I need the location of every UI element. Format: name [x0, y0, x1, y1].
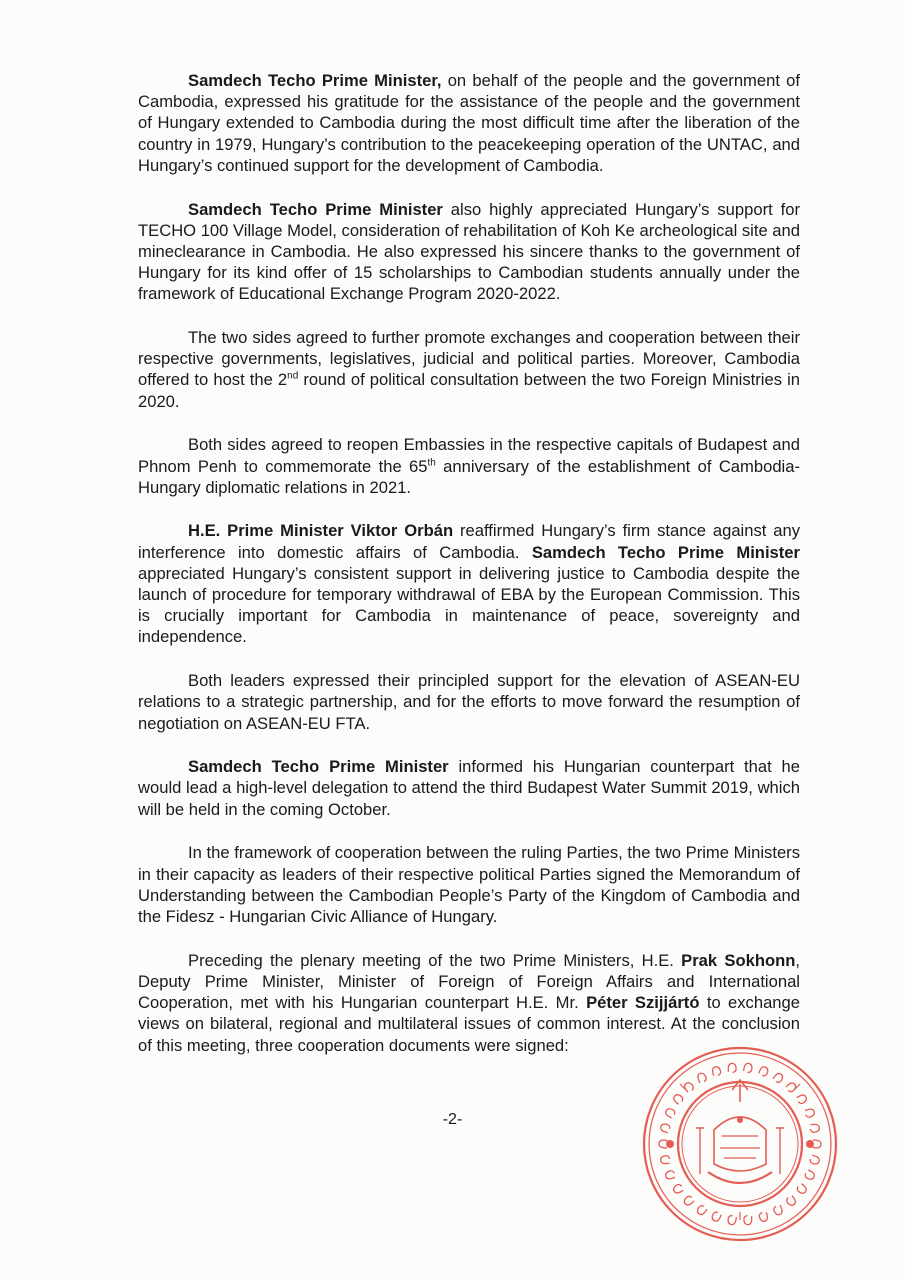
paragraph-text: The two sides agreed to further promote exchanges and cooperation between their respective governments, legislatives, judicial and political parties. Moreover, Cambodia offered to host the 2 [138, 328, 800, 390]
bold-name: Péter Szijjártó [586, 993, 700, 1013]
paragraph-text: reaffirmed Hungary’s firm stance against any interference into domestic affairs of Cambodia. [138, 521, 800, 562]
paragraph-text: to exchange views on bilateral, regional and multilateral issues of common interest. At the conclusion of this meeting, three cooperation documents were signed: [138, 993, 800, 1055]
paragraph-text: , Deputy Prime Minister, Minister of Foreign of Foreign Affairs and International Cooperation, met with his Hungarian counterpart H.E. Mr. [138, 950, 800, 1013]
paragraph [138, 670, 800, 734]
paragraph [138, 434, 800, 498]
paragraph-text: on behalf of the people and the government of Cambodia, expressed his gratitude for the assistance of the people and the government of Hungary extended to Cambodia during the most difficult time after the liberation of the country in 1979, Hungary’s contribution to the peacekeeping operation of the UNTAC, and Hungary’s continued support for the development of Cambodia. [138, 71, 800, 175]
paragraph [138, 327, 800, 412]
paragraph-text: also highly appreciated Hungary’s support for TECHO 100 Village Model, consideration of rehabilitation of Koh Ke archeological site and mineclearance in Cambodia. He also expressed his sincere thanks to the government of Hungary for its kind offer of 15 scholarships to Cambodian students annually under the framework of Educational Exchange Program 2020-2022. [138, 199, 800, 304]
paragraph [138, 756, 800, 820]
bold-name: Prak Sokhonn [681, 950, 796, 970]
paragraph [138, 842, 800, 927]
paragraph-text: round of political consultation between the two Foreign Ministries in 2020. [138, 370, 800, 411]
ordinal-suffix: nd [287, 370, 299, 382]
paragraph [138, 520, 800, 647]
paragraph-text: informed his Hungarian counterpart that he would lead a high-level delegation to attend the third Budapest Water Summit 2019, which will be held in the coming October. [138, 757, 801, 819]
paragraph [138, 199, 800, 305]
paragraph-text: Both sides agreed to reopen Embassies in the respective capitals of Budapest and Phnom Penh to commemorate the 65 [138, 435, 800, 476]
bold-name: Samdech Techo Prime Minister [188, 199, 443, 219]
paragraph-text: Both leaders expressed their principled support for the elevation of ASEAN-EU relations to a strategic partnership, and for the efforts to move forward the resumption of negotiation on ASEAN-EU FTA. [138, 671, 800, 733]
document-body [138, 70, 800, 1078]
paragraph-text: appreciated Hungary’s consistent support in delivering justice to Cambodia despite the launch of procedure for temporary withdrawal of EBA by the European Commission. This is crucially important for Cambodia in maintenance of peace, sovereignty and independence. [138, 563, 800, 647]
bold-name: Samdech Techo Prime Minister, [188, 71, 442, 90]
paragraph-text: Preceding the plenary meeting of the two Prime Ministers, H.E. [188, 950, 682, 970]
paragraph-text: In the framework of cooperation between the ruling Parties, the two Prime Ministers in their capacity as leaders of their respective political Parties signed the Memorandum of Understanding between the Cambodian People’s Party of the Kingdom of Cambodia and the Fidesz - Hungarian Civic Alliance of Hungary. [138, 843, 800, 926]
official-seal [640, 1044, 840, 1244]
paragraph [138, 70, 800, 176]
bold-name: H.E. Prime Minister Viktor Orbán [188, 521, 454, 541]
ordinal-suffix: th [427, 457, 436, 469]
bold-name: Samdech Techo Prime Minister [531, 542, 800, 562]
paragraph [138, 950, 800, 1056]
page-number: -2- [442, 1111, 463, 1128]
paragraph-text: anniversary of the establishment of Cambodia-Hungary diplomatic relations in 2021. [138, 456, 800, 497]
bold-name: Samdech Techo Prime Minister [188, 757, 449, 777]
